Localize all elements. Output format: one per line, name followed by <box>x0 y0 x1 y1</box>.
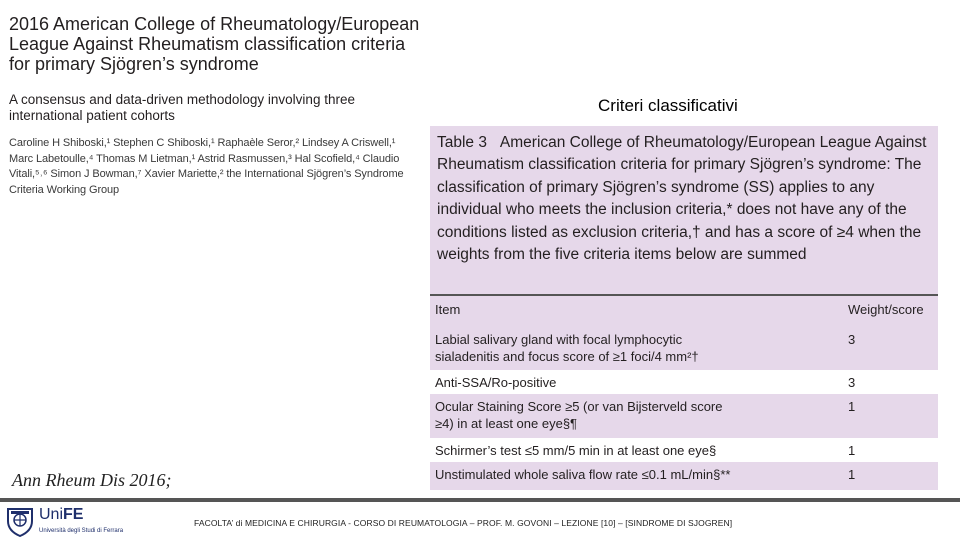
row-item: Labial salivary gland with focal lymphocytic sialadenitis and focus score of ≥1 foci/4 mm²† <box>435 332 699 364</box>
row-weight: 1 <box>848 467 856 482</box>
row-item: Anti-SSA/Ro-positive <box>435 375 557 390</box>
table-divider <box>430 294 938 296</box>
row-weight: 1 <box>848 399 856 414</box>
paper-title: 2016 American College of Rheumatology/European League Against Rheumatism classification criteria for primary Sjögren’s syndrome <box>9 14 420 74</box>
row-weight: 1 <box>848 443 856 458</box>
university-crest-icon <box>5 505 35 537</box>
paper-subtitle: A consensus and data-driven methodology involving three international patient cohorts <box>9 92 355 123</box>
table-row <box>430 438 938 462</box>
footer-divider <box>0 498 960 502</box>
table-caption-text: American College of Rheumatology/European League Against Rheumatism classification criteria for primary Sjögren’s syndrome: The classification of primary Sjögren’s syndrome (SS) applies to any individual who meets the inclusion criteria,* does not have any of the conditions listed as exclusion criteria,† and has a score of ≥4 when the weights from the five criteria items below are summed <box>437 134 927 264</box>
column-header-weight: Weight/score <box>848 302 924 317</box>
paper-authors: Caroline H Shiboski,¹ Stephen C Shiboski,¹ Raphaèle Seror,² Lindsey A Criswell,¹ Marc Labetoulle,⁴ Thomas M Lietman,¹ Astrid Rasmussen,³ Hal Scofield,⁴ Claudio Vitali,⁵˒⁶ Simon J Bowman,⁷ Xavier Mariette,² the International Sjögren’s Syndrome Criteria Working Group <box>9 137 404 196</box>
table-caption <box>430 126 938 292</box>
row-weight: 3 <box>848 332 856 347</box>
row-item: Ocular Staining Score ≥5 (or van Bijsterveld score ≥4) in at least one eye§¶ <box>435 399 723 431</box>
university-logo-subtitle: Università degli Studi di Ferrara <box>39 528 124 534</box>
criteria-table <box>430 126 938 490</box>
university-logo-text: UniFE <box>39 506 84 523</box>
slide-heading: Criteri classificativi <box>598 96 738 115</box>
table-label: Table 3 <box>437 134 487 151</box>
table-row <box>430 462 938 490</box>
row-item: Schirmer’s test ≤5 mm/5 min in at least one eye§ <box>435 443 717 458</box>
table-row <box>430 370 938 394</box>
table-row <box>430 394 938 438</box>
table-row <box>430 326 938 370</box>
journal-citation: Ann Rheum Dis 2016; <box>12 470 172 490</box>
column-header-item: Item <box>435 302 461 317</box>
row-item: Unstimulated whole saliva flow rate ≤0.1 mL/min§** <box>435 467 731 482</box>
row-weight: 3 <box>848 375 856 390</box>
footer-text: FACOLTA’ di MEDICINA E CHIRURGIA - CORSO DI REUMATOLOGIA – PROF. M. GOVONI – LEZIONE [10] – [SINDROME DI SJOGREN] <box>194 518 733 528</box>
